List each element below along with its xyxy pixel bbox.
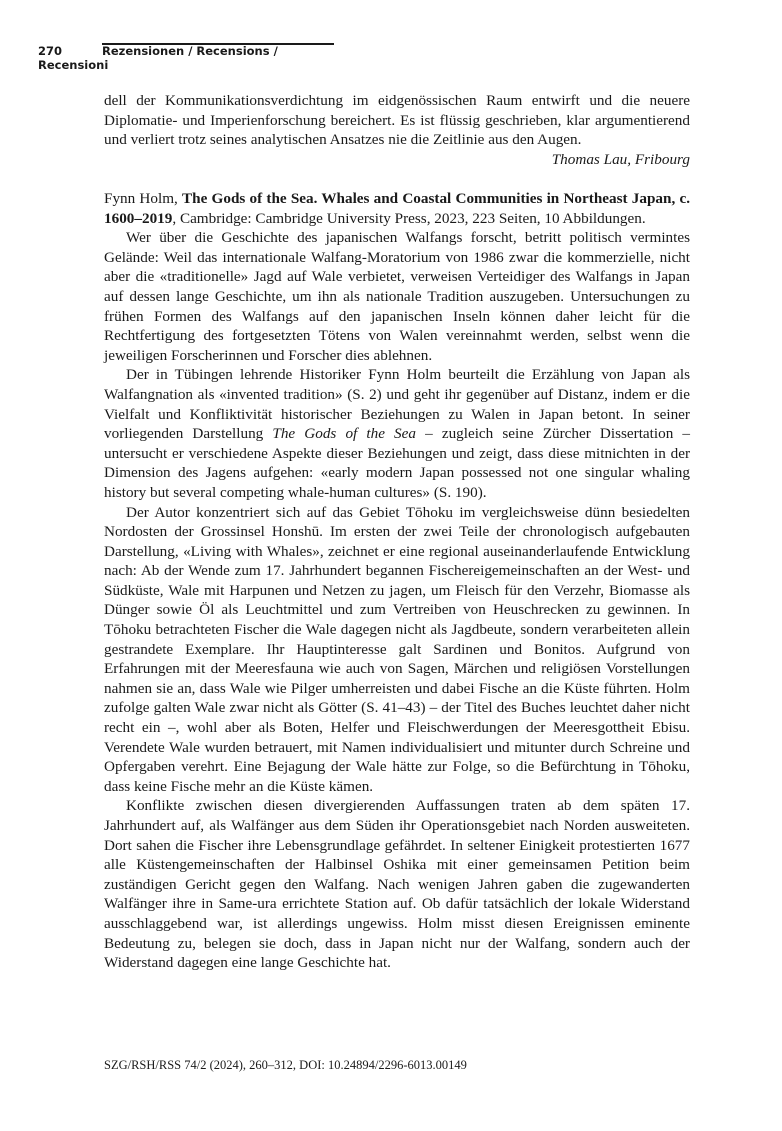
review	[104, 189, 690, 973]
previous-review-end	[104, 91, 690, 169]
book-author: Fynn Holm,	[104, 190, 183, 207]
review-citation	[104, 189, 690, 228]
book-title: The Gods of the Sea. Whales and Coastal Communities in Northeast Japan, c. 1600–2019	[104, 190, 690, 227]
paragraph-1: Wer über die Geschichte des japanischen Walfangs forscht, betritt politisch vermintes Gelände: Weil das internationale Walfang-Moratorium von 1986 zwar die kommerzielle, nicht aber die «traditionelle» Jagd auf Wale verbietet, verweisen Verteidiger des Walfangs in Japan auf dessen lange Geschichte, um ihn als nationale Tradition auszugeben. Untersuchungen zu frühen Formen des Walfangs auf den japanischen Inseln können daher leicht für die Rechtfertigung des fortgesetzten Tötens von Walen vereinnahmt werden, selbst wenn die jeweiligen Forscherinnen und Forscher dies ablehnen.	[104, 229, 690, 364]
paragraph-3: Der Autor konzentriert sich auf das Gebiet Tōhoku im vergleichsweise dünn besiedelten Nordosten der Grossinsel Honshū. Im ersten der zwei Teile der chronologisch aufgebauten Darstellung, «Living with Whales», zeichnet er eine regional auseinanderlaufende Entwicklung nach: Ab der Wende zum 17. Jahrhundert begannen Fischereigemeinschaften an der West- und Südküste, Wale mit Harpunen und Netzen zu jagen, um Fleisch für den Verzehr, Biomasse als Dünger sowie Öl als Leuchtmittel und zum Vertreiben von Heuschrecken zu gewinnen. In Tōhoku betrachteten Fischer die Wale dagegen nicht als Jagdbeute, sondern verarbeiteten allein gestrandete Exemplare. Ihr Hauptinteresse galt Sardinen und Bonitos. Aufgrund von Erfahrungen mit der Meeresfauna wie auch von Sagen, Märchen und religiösen Vorstellungen nahmen sie an, dass Wale wie Pilger umherreisten und dabei Fische an die Küste führten. Holm zufolge galten Wale zwar nicht als Götter (S. 41–43) – der Titel des Buches leuchtet daher nicht recht ein –, wohl aber als Boten, Helfer und Fleischwerdungen der Meeresgottheit Ebisu. Verendete Wale wurden betrauert, mit Namen individualisiert und mitunter durch Schreine und Opfergaben verehrt. Eine Bejagung der Wale hätte zur Folge, so die Befürchtung in Tōhoku, dass keine Fische mehr an die Küste kämen.	[104, 503, 690, 795]
previous-review-text: dell der Kommunikationsverdichtung im eidgenössischen Raum entwirft und die neuere Diplomatie- und Imperienforschung bereichert. Es ist flüssig geschrieben, klar argumentierend und verliert trotz seines analytischen Ansatzes nie die Zeitlinie aus den Augen.	[104, 92, 690, 149]
section-title: Rezensionen / Recensions / Recensioni	[38, 44, 278, 72]
reviewer-signature: Thomas Lau, Fribourg	[551, 150, 690, 168]
book-publication: , Cambridge: Cambridge University Press, 2023, 223 Seiten, 10 Abbildungen.	[172, 209, 646, 227]
running-header	[38, 44, 338, 72]
page-footer: SZG/RSH/RSS 74/2 (2024), 260–312, DOI: 10.24894/2296-6013.00149	[104, 1058, 467, 1072]
paragraph-4: Konflikte zwischen diesen divergierenden Auffassungen traten ab dem späten 17. Jahrhundert auf, als Walfänger aus dem Süden ihr Operationsgebiet nach Norden ausweiteten. Dort sahen die Fischer ihre Lebensgrundlage gefährdet. In seltener Einigkeit protestierten 1677 alle Küstengemeinschaften der Halbinsel Oshika mit einer gemeinsamen Petition beim zuständigen Gericht gegen den Walfang. Nach wenigen Jahren gaben die zugewanderten Walfänger ihre in Same-ura errichtete Station auf. Ob dafür tatsächlich der lokale Widerstand ausschlaggebend war, ist allerdings ungewiss. Holm misst diesen Ereignissen eminente Bedeutung zu, belegen sie doch, dass in Japan nicht nur der Walfang, sondern auch der Widerstand dagegen eine lange Geschichte hat.	[104, 797, 690, 972]
paragraph-2	[104, 365, 690, 502]
paragraph-2-text-a: Der in Tübingen lehrende Historiker Fynn Holm beurteilt die Erzählung von Japan als Walfangnation als «invented tradition» (S. 2) und geht ihr gegenüber auf Distanz, indem er die Vielfalt und Konfliktivität historischer Beziehungen zu Walen in Japan betont. In seiner vorliegenden Darstellung	[104, 366, 690, 443]
paragraph-2-book-title: The Gods of the Sea	[272, 425, 416, 443]
page-number: 270	[38, 44, 63, 58]
paragraph-2-text-b: – zugleich seine Zürcher Dissertation – untersucht er verschiedene Aspekte dieser Beziehungen und zeigt, dass diese mitnichten in der Dimension des Jagens aufgehen: «early modern Japan possessed not one singular whaling history but several competing whale-human cultures» (S. 190).	[104, 425, 690, 501]
